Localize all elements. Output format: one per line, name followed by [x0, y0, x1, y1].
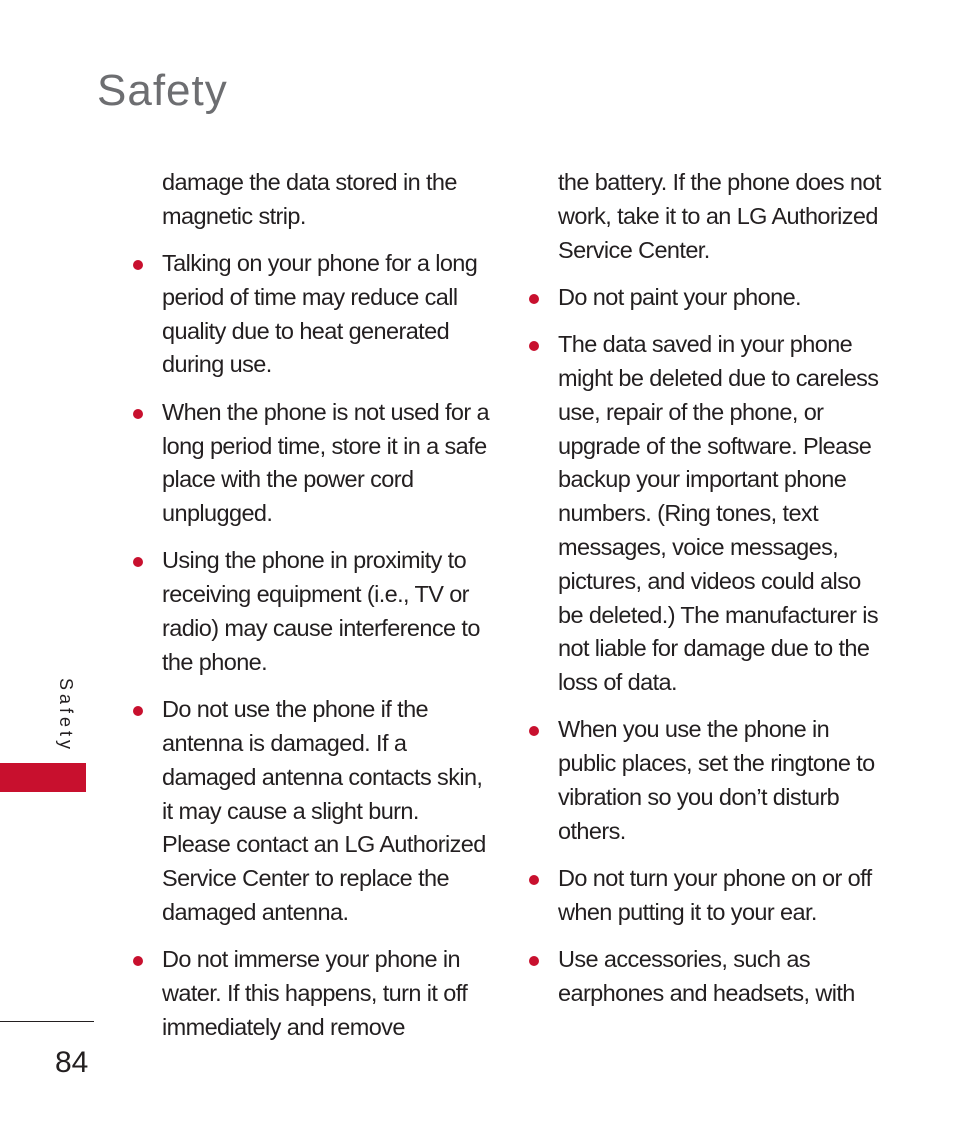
list-item [558, 328, 888, 700]
bullet-icon [529, 341, 539, 351]
list-item [162, 247, 492, 382]
bullet-icon [529, 294, 539, 304]
bullet-icon [133, 706, 143, 716]
bullet-text: Do not turn your phone on or off when putting it to your ear. [558, 865, 872, 925]
bullet-text: Do not immerse your phone in water. If this happens, turn it off immediately and remove [162, 946, 468, 1040]
left-intro-text: damage the data stored in the magnetic strip. [162, 169, 457, 229]
bullet-text: Use accessories, such as earphones and headsets, with [558, 946, 855, 1007]
right-column [558, 166, 888, 1024]
list-item [558, 713, 888, 848]
bullet-text: When you use the phone in public places, set the ringtone to vibration so you don’t disturb others. [558, 716, 875, 844]
list-item [162, 396, 492, 531]
bullet-icon [133, 260, 143, 270]
list-item [558, 943, 888, 1011]
bullet-icon [529, 875, 539, 885]
list-item [162, 693, 492, 930]
list-item [558, 862, 888, 930]
footer-divider [0, 1021, 94, 1022]
bullet-icon [133, 409, 143, 419]
right-intro-text: the battery. If the phone does not work, take it to an LG Authorized Service Center. [558, 169, 881, 263]
page-number: 84 [55, 1046, 89, 1079]
bullet-icon [133, 956, 143, 966]
section-tab-marker [0, 763, 86, 792]
section-side-label: Safety [56, 678, 76, 754]
list-item [162, 544, 492, 679]
list-item [162, 943, 492, 1044]
bullet-text: When the phone is not used for a long period time, store it in a safe place with the power cord unplugged. [162, 398, 490, 527]
bullet-icon [133, 557, 143, 567]
list-item [558, 281, 888, 315]
bullet-text: Using the phone in proximity to receiving equipment (i.e., TV or radio) may cause interference to the phone. [162, 547, 480, 675]
bullet-text: Do not paint your phone. [558, 283, 801, 310]
bullet-text: Do not use the phone if the antenna is damaged. If a damaged antenna contacts skin, it may cause a slight burn. Please contact an LG Authorized Service Center to replace the damaged antenna. [162, 696, 486, 925]
left-column [162, 166, 492, 1058]
bullet-text: The data saved in your phone might be deleted due to careless use, repair of the phone, or upgrade of the software. Please backup your important phone numbers. (Ring tones, text messages, voice messages, pictures, and videos could also be deleted.) The manufacturer is not liable for damage due to the loss of data. [558, 331, 879, 696]
bullet-text: Talking on your phone for a long period of time may reduce call quality due to heat generated during use. [162, 250, 478, 378]
bullet-icon [529, 726, 539, 736]
page-title: Safety [97, 66, 228, 115]
bullet-icon [529, 956, 539, 966]
